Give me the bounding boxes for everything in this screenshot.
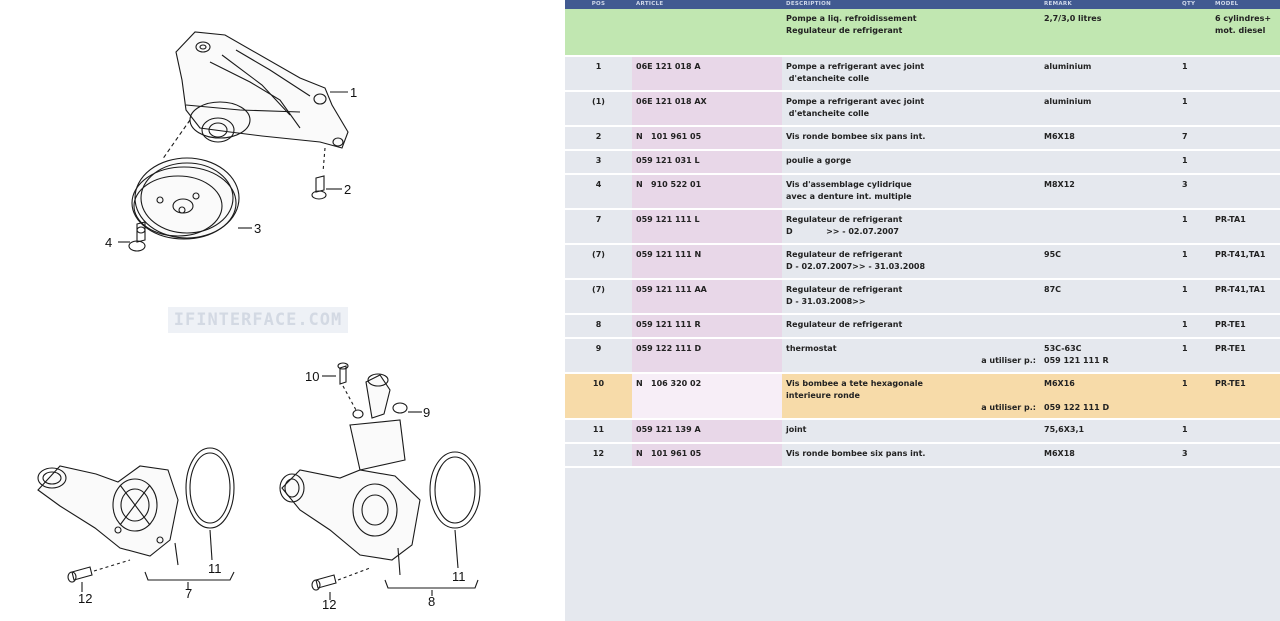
row-description [782,56,1040,91]
header-description[interactable]: DESCRIPTION [782,0,1040,9]
table-row[interactable] [565,9,1280,56]
row-pos-text: 4 [595,180,602,189]
row-pos-text: 12 [592,449,605,458]
row-usage-note: a utiliser p.: [981,403,1036,412]
row-description [782,244,1040,279]
row-remark-text: 87C [1044,285,1062,294]
row-qty [1178,126,1211,150]
row-remark [1040,279,1178,314]
row-remark [1040,373,1178,419]
row-model-text: PR-T41,TA1 [1215,285,1266,294]
table-row[interactable] [565,373,1280,419]
row-remark [1040,9,1178,56]
callout-9: 9 [423,405,431,420]
row-qty-text: 1 [1182,320,1188,329]
row-description-text: Pompe a liq. refroidissement Regulateur de refrigerant [786,14,917,35]
row-pos-text: 1 [595,62,602,71]
row-remark [1040,314,1178,338]
row-article-text: 059 121 111 L [636,215,700,224]
row-article-text: N 101 961 05 [636,132,702,141]
row-article [632,91,782,126]
callout-7: 7 [185,586,193,601]
row-pos-text: 3 [595,156,602,165]
row-qty-text: 1 [1182,62,1188,71]
row-usage-note: a utiliser p.: [981,356,1036,365]
row-remark-text: M6X16 059 122 111 D [1044,379,1110,412]
table-row[interactable] [565,244,1280,279]
table-row[interactable] [565,150,1280,174]
row-description-text: Pompe a refrigerant avec joint d'etancheite colle [786,62,925,83]
table-row[interactable] [565,56,1280,91]
row-remark-text: 2,7/3,0 litres [1044,14,1102,23]
row-model-text: PR-TE1 [1215,344,1246,353]
row-qty [1178,279,1211,314]
row-qty-text: 1 [1182,250,1188,259]
row-qty [1178,314,1211,338]
row-description-text: Vis bombee a tete hexagonale interieure ronde [786,379,923,400]
row-qty-text: 1 [1182,97,1188,106]
row-description-text: Vis ronde bombee six pans int. [786,132,926,141]
row-remark-text: M6X18 [1044,132,1075,141]
row-pos [565,338,632,373]
row-description [782,126,1040,150]
row-model-text: PR-T41,TA1 [1215,250,1266,259]
row-qty [1178,91,1211,126]
row-qty-text: 1 [1182,215,1188,224]
row-model [1211,244,1280,279]
row-qty-text: 1 [1182,425,1188,434]
row-remark [1040,338,1178,373]
row-pos [565,373,632,419]
watermark: IFINTERFACE.COM [168,307,348,333]
row-model [1211,314,1280,338]
row-pos [565,174,632,209]
row-pos [565,314,632,338]
row-model [1211,91,1280,126]
callout-1: 1 [350,85,358,100]
callout-2: 2 [344,182,352,197]
row-remark [1040,244,1178,279]
row-model [1211,174,1280,209]
row-remark-text: 53C-63C 059 121 111 R [1044,344,1109,365]
row-article-text: 06E 121 018 A [636,62,701,71]
table-row[interactable] [565,91,1280,126]
row-article-text: N 101 961 05 [636,449,702,458]
row-article-text: 059 121 111 N [636,250,702,259]
row-remark [1040,174,1178,209]
row-qty [1178,174,1211,209]
row-description-text: joint [786,425,807,434]
row-description [782,174,1040,209]
table-row[interactable] [565,209,1280,244]
table-row[interactable] [565,338,1280,373]
row-pos-text: (7) [592,285,605,294]
row-description-text: Regulateur de refrigerant [786,320,903,329]
row-qty [1178,373,1211,419]
row-article [632,174,782,209]
row-model-text: PR-TE1 [1215,320,1246,329]
row-description [782,314,1040,338]
row-pos [565,279,632,314]
row-description [782,419,1040,443]
row-article [632,443,782,467]
row-pos-text: (7) [592,250,605,259]
row-remark [1040,150,1178,174]
callout-11-right: 11 [452,569,466,584]
row-pos [565,91,632,126]
row-article-text: N 910 522 01 [636,180,702,189]
row-remark-text: 95C [1044,250,1062,259]
row-remark-text: M8X12 [1044,180,1075,189]
callout-11-left: 11 [208,561,222,576]
row-model-text: PR-TE1 [1215,379,1246,388]
callout-12-left: 12 [78,591,93,606]
row-description [782,91,1040,126]
row-pos [565,244,632,279]
row-qty [1178,56,1211,91]
row-article [632,150,782,174]
callout-3: 3 [254,221,262,236]
row-pos-text: 2 [595,132,602,141]
row-qty-text: 1 [1182,344,1188,353]
row-model [1211,443,1280,467]
table-row[interactable] [565,279,1280,314]
row-article [632,314,782,338]
callout-12-right: 12 [322,597,337,612]
row-article-text: 059 121 031 L [636,156,700,165]
row-model [1211,9,1280,56]
row-model [1211,56,1280,91]
row-remark [1040,419,1178,443]
callout-4: 4 [105,235,113,250]
row-model-text: PR-TA1 [1215,215,1246,224]
table-row[interactable] [565,314,1280,338]
row-pos-text: 8 [595,320,602,329]
row-article [632,126,782,150]
row-remark-text: aluminium [1044,97,1092,106]
row-pos-text: 11 [592,425,605,434]
row-description-text: Vis d'assemblage cylidrique avec a denture int. multiple [786,180,912,201]
row-pos [565,150,632,174]
table-header [565,0,1280,9]
row-description [782,338,1040,373]
row-article-text: 059 121 139 A [636,425,701,434]
row-model [1211,419,1280,443]
row-remark-text: M6X18 [1044,449,1075,458]
row-description [782,443,1040,467]
row-description-text: thermostat [786,344,837,353]
row-description-text: Regulateur de refrigerant D - 31.03.2008>> [786,285,903,306]
row-description [782,279,1040,314]
row-article [632,209,782,244]
row-model-text: 6 cylindres+ mot. diesel [1215,14,1272,35]
row-qty [1178,209,1211,244]
row-description-text: Vis ronde bombee six pans int. [786,449,926,458]
row-remark [1040,209,1178,244]
row-remark [1040,56,1178,91]
row-description-text: Regulateur de refrigerant D >> - 02.07.2007 [786,215,903,236]
row-description [782,373,1040,419]
row-pos [565,209,632,244]
row-pos [565,56,632,91]
row-qty [1178,419,1211,443]
row-remark [1040,91,1178,126]
row-model [1211,279,1280,314]
row-article [632,56,782,91]
header-pos[interactable]: POS [565,0,632,9]
row-remark-text: 75,6X3,1 [1044,425,1085,434]
row-article [632,373,782,419]
row-article [632,419,782,443]
row-article-text: 059 122 111 D [636,344,702,353]
row-pos-text: 7 [595,215,602,224]
row-pos-text: (1) [592,97,605,106]
callout-10: 10 [305,369,320,384]
row-pos-text: 9 [595,344,602,353]
row-article [632,279,782,314]
row-qty [1178,150,1211,174]
row-model [1211,150,1280,174]
row-qty-text: 1 [1182,379,1188,388]
row-qty-text: 3 [1182,449,1188,458]
row-pos [565,443,632,467]
row-qty-text: 7 [1182,132,1188,141]
parts-table [565,0,1280,468]
table-row[interactable] [565,419,1280,443]
row-article-text: 059 121 111 AA [636,285,707,294]
header-qty[interactable]: QTY [1178,0,1211,9]
row-remark-text: aluminium [1044,62,1092,71]
header-article[interactable]: ARTICLE [632,0,782,9]
header-remark[interactable]: REMARK [1040,0,1178,9]
row-remark [1040,443,1178,467]
row-article-text: 06E 121 018 AX [636,97,707,106]
row-pos [565,9,632,56]
row-pos [565,419,632,443]
parts-diagram [0,0,565,621]
row-model [1211,373,1280,419]
callout-8: 8 [428,594,436,609]
row-article-text: N 106 320 02 [636,379,702,388]
row-model [1211,338,1280,373]
row-qty-text: 1 [1182,156,1188,165]
row-remark [1040,126,1178,150]
row-pos-text: 10 [592,379,605,388]
row-description [782,209,1040,244]
row-qty [1178,338,1211,373]
parts-table-panel [565,0,1280,621]
table-row[interactable] [565,174,1280,209]
row-description [782,150,1040,174]
row-qty [1178,9,1211,56]
row-article [632,338,782,373]
row-qty [1178,443,1211,467]
row-qty-text: 1 [1182,285,1188,294]
table-row[interactable] [565,126,1280,150]
row-pos [565,126,632,150]
row-description-text: Pompe a refrigerant avec joint d'etancheite colle [786,97,925,118]
row-model [1211,126,1280,150]
row-article-text: 059 121 111 R [636,320,701,329]
row-description-text: Regulateur de refrigerant D - 02.07.2007>> - 31.03.2008 [786,250,926,271]
row-model [1211,209,1280,244]
row-qty [1178,244,1211,279]
row-description-text: poulie a gorge [786,156,852,165]
row-article [632,244,782,279]
row-qty-text: 3 [1182,180,1188,189]
header-model[interactable]: MODEL [1211,0,1280,9]
row-description [782,9,1040,56]
table-row[interactable] [565,443,1280,467]
row-article [632,9,782,56]
